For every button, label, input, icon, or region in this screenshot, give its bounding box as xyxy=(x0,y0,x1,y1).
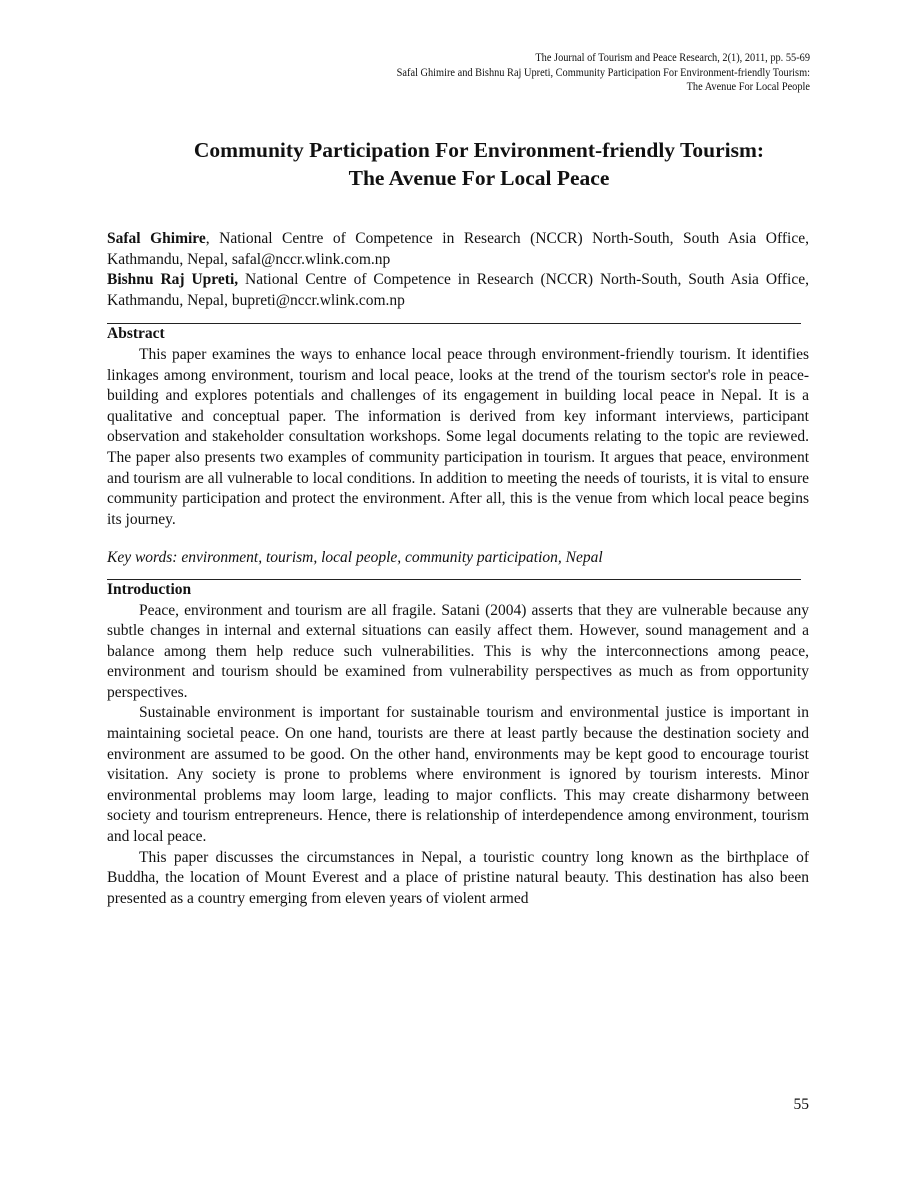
author-name: Bishnu Raj Upreti, xyxy=(107,271,239,289)
author-affiliation: National Centre of Competence in Research (NCCR) North-South, South Asia Office, Kathmandu, Nepal, bupreti@nccr.wlink.com.np xyxy=(107,271,809,309)
running-header-line-3: The Avenue For Local People xyxy=(686,81,810,93)
abstract-heading: Abstract xyxy=(107,325,165,343)
introduction-paragraph: Sustainable environment is important for sustainable tourism and environmental justice is important in maintaining societal peace. On one hand, tourists are there at least partly because the destination society and environment are assumed to be good. On the other hand, environments may be kept good to encourage tourist visitation. Any society is prone to problems where environment is ignored by tourism interests. Minor environmental problems may loom large, leading to major conflicts. This may create disharmony between society and tourism entrepreneurs. Hence, there is relationship of interdependence among environment, tourism and local peace. xyxy=(107,704,809,846)
author-entry xyxy=(107,229,809,270)
introduction-heading: Introduction xyxy=(107,580,192,598)
running-header xyxy=(252,51,810,95)
paper-title-line-2: The Avenue For Local Peace xyxy=(348,166,610,190)
introduction-paragraph: This paper discusses the circumstances in Nepal, a touristic country long known as the birthplace of Buddha, the location of Mount Everest and a place of pristine natural beauty. This destination has also been presented as a country emerging from eleven years of violent armed xyxy=(107,848,809,907)
author-name: Safal Ghimire xyxy=(107,230,206,247)
paper-title-line-1: Community Participation For Environment-friendly Tourism: xyxy=(193,138,765,162)
abstract-text: This paper examines the ways to enhance local peace through environment-friendly tourism. It identifies linkages among environment, tourism and local peace, looks at the trend of the tourism sector's role in peace-building and explores potentials and challenges of its engagement in building local peace in Nepal. It is a qualitative and conceptual paper. The information is derived from key informant interviews, participant observation and stakeholder consultation workshops. Some legal documents relating to the topic are reviewed. The paper also presents two examples of community participation in tourism. It argues that peace, environment and tourism are all vulnerable to local conditions. In addition to meeting the needs of tourists, it is vital to ensure community participation and protect the environment. After all, this is the venue from which local peace begins its journey. xyxy=(107,345,809,528)
paper-title xyxy=(60,136,898,192)
introduction-paragraph: Peace, environment and tourism are all fragile. Satani (2004) asserts that they are vulnerable because any subtle changes in internal and external situations can easily affect them. However, sound management and a balance among them help reduce such vulnerabilities. This is why the interconnections among peace, environment and tourism should be examined from vulnerability perspectives as much as from opportunity perspectives. xyxy=(107,601,809,701)
author-entry xyxy=(107,270,809,311)
author-block xyxy=(107,229,809,311)
paper-body xyxy=(107,229,809,909)
author-affiliation: , National Centre of Competence in Research (NCCR) North-South, South Asia Office, Kathmandu, Nepal, safal@nccr.wlink.com.np xyxy=(107,230,809,268)
page-number: 55 xyxy=(793,1096,809,1113)
running-header-line-2: Safal Ghimire and Bishnu Raj Upreti, Community Participation For Environment-friendly Tourism: xyxy=(396,66,810,79)
keywords-line: Key words: environment, tourism, local people, community participation, Nepal xyxy=(107,549,603,567)
running-header-line-1: The Journal of Tourism and Peace Research, 2(1), 2011, pp. 55-69 xyxy=(535,52,810,64)
